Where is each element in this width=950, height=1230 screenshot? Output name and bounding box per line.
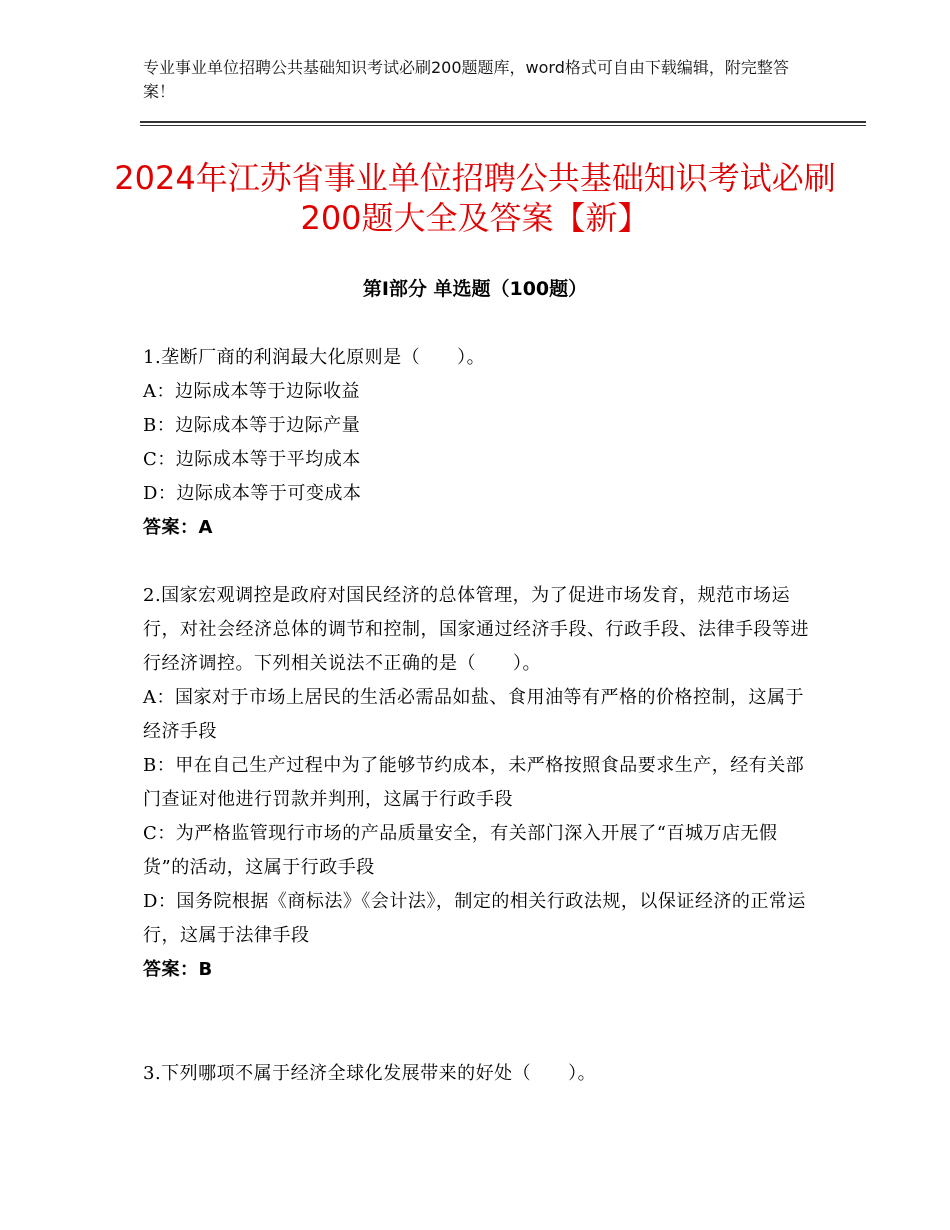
option-d: D：边际成本等于可变成本 <box>143 483 362 504</box>
option-b: B：边际成本等于边际产量 <box>143 415 361 436</box>
header-note: 专业事业单位招聘公共基础知识考试必刷200题题库，word格式可自由下载编辑，附完整答案！ <box>143 58 789 101</box>
option-d: D：国务院根据《商标法》《会计法》，制定的相关行政法规，以保证经济的正常运行，这属于法律手段 <box>143 891 806 946</box>
question-1 <box>143 341 813 545</box>
option-c: C：边际成本等于平均成本 <box>143 449 361 470</box>
answer: 答案：A <box>143 517 213 538</box>
option-a: A：边际成本等于边际收益 <box>143 381 360 402</box>
question-stem: 3.下列哪项不属于经济全球化发展带来的好处（ ）。 <box>143 1063 597 1084</box>
header-divider <box>140 121 866 126</box>
option-a: A：国家对于市场上居民的生活必需品如盐、食用油等有严格的价格控制，这属于经济手段 <box>143 687 804 742</box>
question-3 <box>143 1057 813 1091</box>
question-2 <box>143 579 813 987</box>
section-title: 第Ⅰ部分 单选题（100题） <box>362 278 588 300</box>
question-stem: 2.国家宏观调控是政府对国民经济的总体管理，为了促进市场发育，规范市场运行，对社会经济总体的调节和控制，国家通过经济手段、行政手段、法律手段等进行经济调控。下列相关说法不正确的是（ ）。 <box>143 585 809 674</box>
question-stem: 1.垄断厂商的利润最大化原则是（ ）。 <box>143 347 486 368</box>
document-title: 2024年江苏省事业单位招聘公共基础知识考试必刷200题大全及答案【新】 <box>114 159 836 237</box>
answer: 答案：B <box>143 959 213 980</box>
option-b: B：甲在自己生产过程中为了能够节约成本，未严格按照食品要求生产，经有关部门查证对他进行罚款并判刑，这属于行政手段 <box>143 755 805 810</box>
option-c: C：为严格监管现行市场的产品质量安全，有关部门深入开展了“百城万店无假货”的活动，这属于行政手段 <box>143 823 778 878</box>
